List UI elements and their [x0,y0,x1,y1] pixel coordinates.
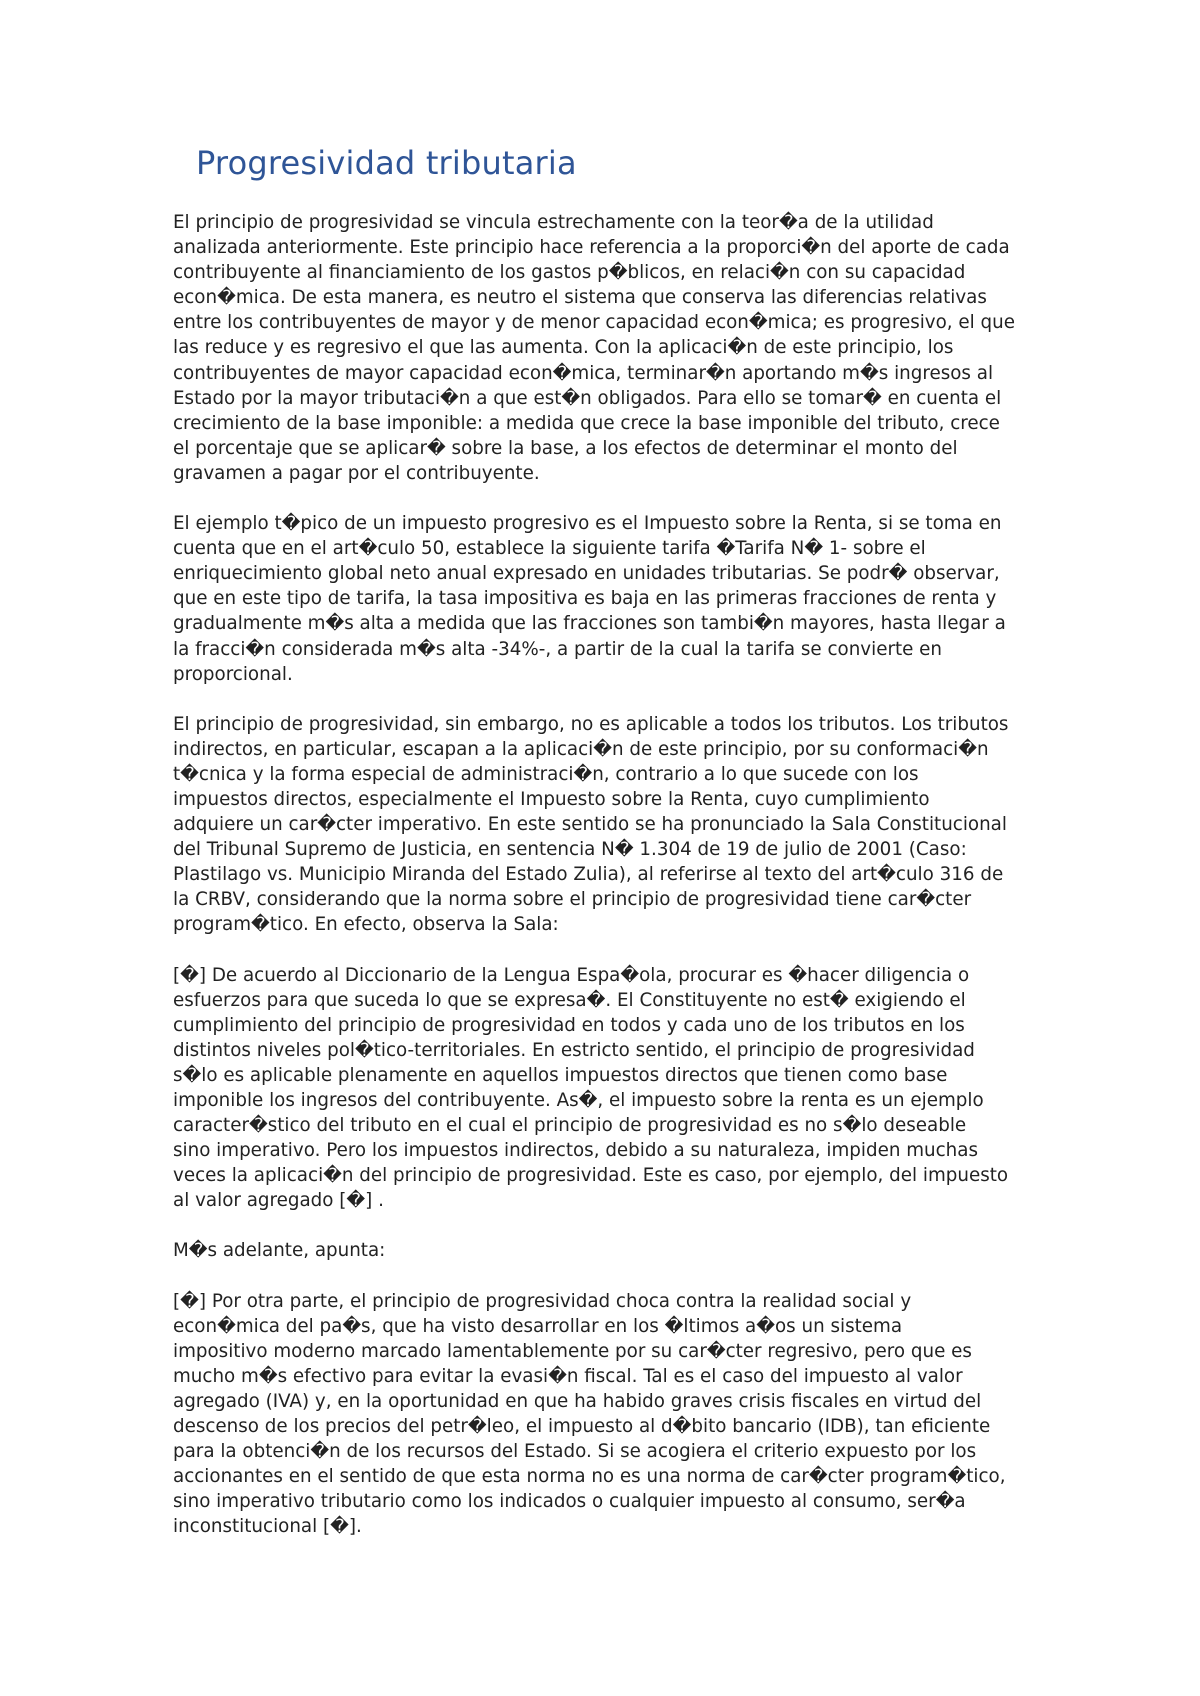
paragraph-ejemplo-impuesto-renta: El ejemplo t�pico de un impuesto progresivo es el Impuesto sobre la Renta, si se toma en cuenta que en el art�culo 50, establece la siguiente tarifa �Tarifa N� 1- sobre el enriquecimiento global neto anual expresado en unidades tributarias. Se podr� observar, que en este tipo de tarifa, la tasa impositiva es baja en las primeras fracciones de renta y gradualmente m�s alta a medida que las fracciones son tambi�n mayores, hasta llegar a la fracci�n considerada m�s alta -34%-, a partir de la cual la tarifa se convierte en proporcional. [173,513,1006,685]
document-title: Progresividad tributaria [196,144,577,182]
paragraph-mas-adelante: M�s adelante, apunta: [173,1240,386,1262]
paragraph-cita-sala-2: [�] Por otra parte, el principio de progresividad choca contra la realidad social y econ�mica del pa�s, que ha visto desarrollar en los �ltimos a�os un sistema impositivo moderno marcado lamentablemente por su car�cter regresivo, pero que es mucho m�s efectivo para evitar la evasi�n fiscal. Tal es el caso del impuesto al valor agregado (IVA) y, en la oportunidad en que ha habido graves crisis fiscales en virtud del descenso de los precios del petr�leo, el impuesto al d�bito bancario (IDB), tan eficiente para la obtenci�n de los recursos del Estado. Si se acogiera el criterio expuesto por los accionantes en el sentido de que esta norma no es una norma de car�cter program�tico, sino imperativo tributario como los indicados o cualquier impuesto al consumo, ser�a inconstitucional [�]. [173,1290,1006,1538]
paragraph-progresividad-definicion: El principio de progresividad se vincula estrechamente con la teor�a de la utilidad analizada anteriormente. Este principio hace referencia a la proporci�n del aporte de cada contribuyente al financiamiento de los gastos p�blicos, en relaci�n con su capacidad econ�mica. De esta manera, es neutro el sistema que conserva las diferencias relativas entre los contribuyentes de mayor y de menor capacidad econ�mica; es progresivo, el que las reduce y es regresivo el que las aumenta. Con la aplicaci�n de este principio, los contribuyentes de mayor capacidad econ�mica, terminar�n aportando m�s ingresos al Estado por la mayor tributaci�n a que est�n obligados. Para ello se tomar� en cuenta el crecimiento de la base imponible: a medida que crece la base imponible del tributo, crece el porcentaje que se aplicar� sobre la base, a los efectos de determinar el monto del gravamen a pagar por el contribuyente. [173,212,1015,484]
paragraph-tributos-indirectos: El principio de progresividad, sin embargo, no es aplicable a todos los tributos. Los tributos indirectos, en particular, escapan a la aplicaci�n de este principio, por su conformaci�n t�cnica y la forma especial de administraci�n, contrario a lo que sucede con los impuestos directos, especialmente el Impuesto sobre la Renta, cuyo cumplimiento adquiere un car�cter imperativo. En este sentido se ha pronunciado la Sala Constitucional del Tribunal Supremo de Justicia, en sentencia N� 1.304 de 19 de julio de 2001 (Caso: Plastilago vs. Municipio Miranda del Estado Zulia), al referirse al texto del art�culo 316 de la CRBV, considerando que la norma sobre el principio de progresividad tiene car�cter program�tico. En efecto, observa la Sala: [173,713,1009,936]
paragraph-cita-sala-1: [�] De acuerdo al Diccionario de la Lengua Espa�ola, procurar es �hacer diligencia o esfuerzos para que suceda lo que se expresa�. El Constituyente no est� exigiendo el cumplimiento del principio de progresividad en todos y cada uno de los tributos en los distintos niveles pol�tico-territoriales. En estricto sentido, el principio de progresividad s�lo es aplicable plenamente en aquellos impuestos directos que tienen como base imponible los ingresos del contribuyente. As�, el impuesto sobre la renta es un ejemplo caracter�stico del tributo en el cual el principio de progresividad es no s�lo deseable sino imperativo. Pero los impuestos indirectos, debido a su naturaleza, impiden muchas veces la aplicaci�n del principio de progresividad. Este es caso, por ejemplo, del impuesto al valor agregado [�] . [173,964,1009,1212]
document-body [173,210,1053,1565]
